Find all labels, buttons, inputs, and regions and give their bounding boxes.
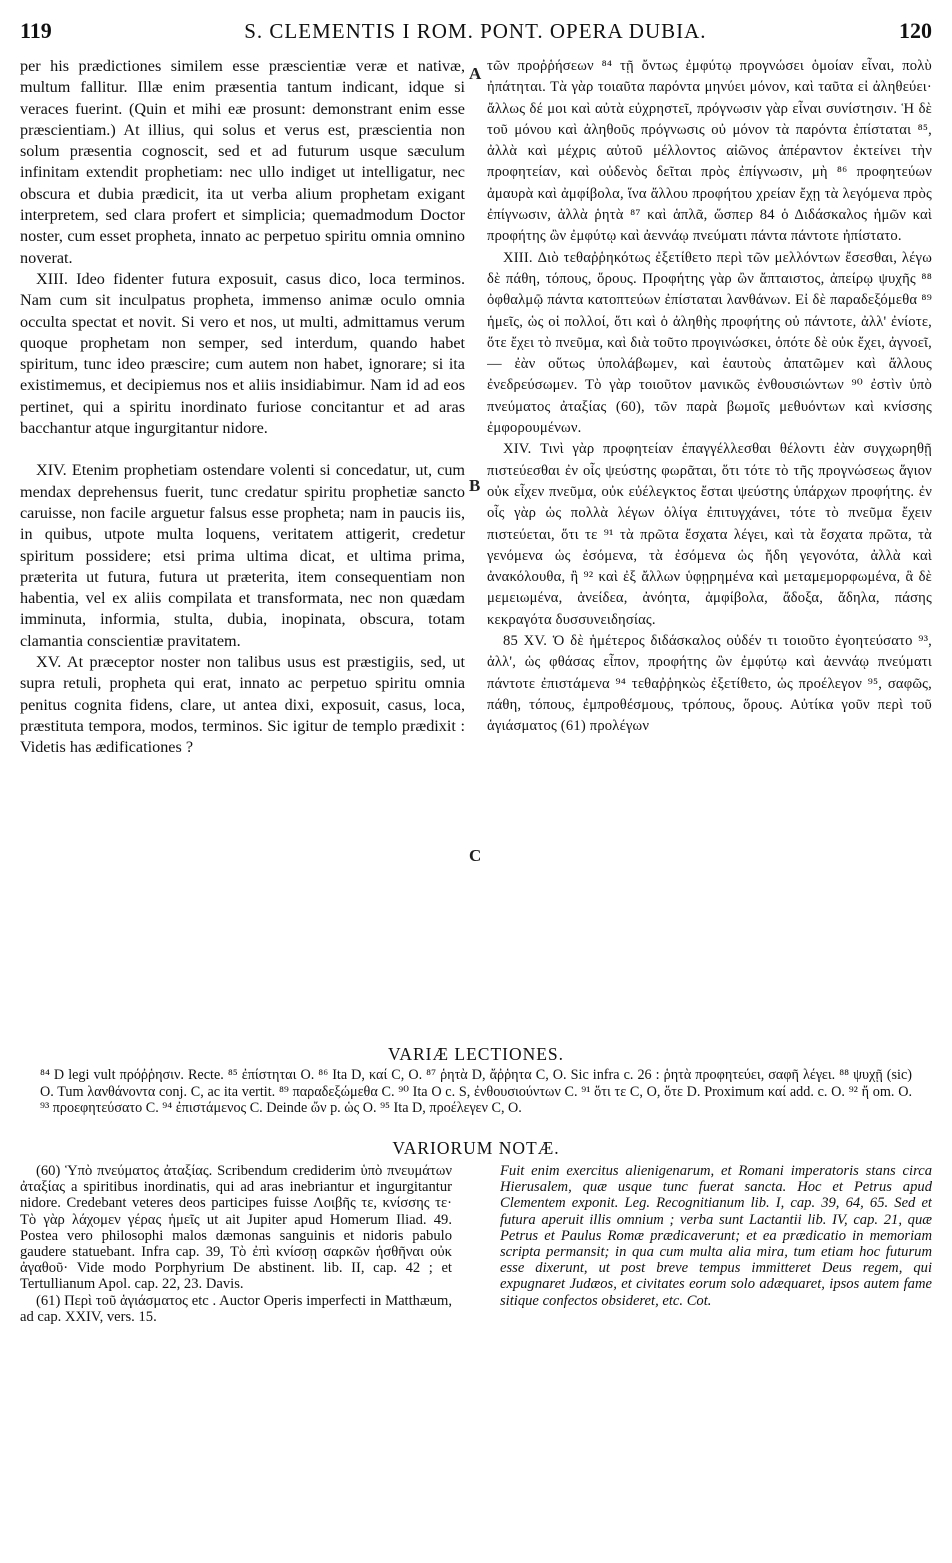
note-61-continued: Fuit enim exercitus alienigenarum, et Romani imperatoris stans circa Hierusalem, quæ usque tunc fuerat sancta. Hoc et Petrus apud Clementem exponit. Leg. Recognitianum lib. I, cap. 39, 64, 65. Sed et futura aperuit illis omnium ; verba sunt Lactantii lib. IV, cap. 21, quæ Petrus et Paulus Romæ prædicaverunt; et ea prædicatio in memoriam scripta permansit; in qua cum multa alia mira, tum etiam hoc futurum esse dixerunt, ut post breve tempus immitteret Deus regem, qui expugnaret Judæos, et civitates eorum solo adæquaret, ipsos autem fame sitique confectos obsideret, etc. Cot. bbox=[500, 1163, 932, 1309]
variorum-notae bbox=[20, 1163, 932, 1523]
margin-marker-a: A bbox=[469, 64, 482, 83]
latin-paragraph-1: per his prædictiones similem esse præscientiæ veræ et nativæ, multum fallitur. Illæ enim præsentia tantum indicant, idque si veraces fuerint. (Quin et mihi eæ prosunt: demonstrant enim esse præscientiam.) At illius, qui solus et verus est, præscientia non solum præsentia cognoscit, sed et ad futurum usque sæculum infinitam extendit prophetiam: nec ullo indiget ut intelligatur, nec obscura et dubia prædicit, ita ut verba alium prophetam exigant interpretem, sed clara profert et simplicia; quemadmodum Doctor noster, cum esset propheta, innato ac perpetuo spiritu omnia omnino noverat. bbox=[20, 57, 465, 267]
variae-lectiones-text: ⁸⁴ D legi vult πρόῤῥησιν. Recte. ⁸⁵ ἐπίστηται O. ⁸⁶ Ita D, καί C, O. ⁸⁷ ῥητὰ D, ἄῤῥητα C, O. Sic infra c. 26 : ῥητὰ προφητεύει, σαφῆ λέγει. ⁸⁸ ψυχῇ (sic) O. Tum λανθάνοντα conj. C, ac ita vertit. ⁸⁹ παραδεξώμεθα C. ⁹⁰ Ita O c. S, ἐνθουσιούντων C. ⁹¹ ὅτι τε C, O, ὅτε D. Proximum καί add. c. O. ⁹² ἤ om. O. ⁹³ προεφητεύσατο C. ⁹⁴ ἐπιστάμενος C. Deinde ὤν p. ὡς O. ⁹⁵ Ita D, προέλεγεν C, O. bbox=[40, 1067, 912, 1116]
greek-paragraph-1: τῶν προῤῥήσεων ⁸⁴ τῇ ὄντως ἐμφύτῳ προγνώσει ὁμοίαν εἶναι, πολὺ ἠπάτηται. Τὰ γὰρ τοιαῦτα παρόντα μηνύει μόνον, καὶ ταῦτα εἰ ἀληθεύει· ἄλλως δέ μοι καὶ αὐτὰ εὐχρηστεῖ, πρόγνωσιν γὰρ εἶναι συνίστησιν. Ἡ δὲ τοῦ μόνου καὶ ἀληθοῦς πρόγνωσις οὐ μόνον τὰ παρόντα ἐπίσταται ⁸⁵, ἀλλὰ καὶ μέχρις αὐτοῦ μέλλοντος αἰῶνος ἀπέραντον ἐκτείνει τὴν προφητείαν, καὶ οὐδενὸς δεῖται πρὸς ἐπίγνωσιν, μὴ ⁸⁶ προφητεύων ἀμαυρὰ καὶ ἀμφίβολα, ἵνα ἄλλου προφήτου χρείαν ἔχῃ τὰ λεγόμενα πρὸς ἐπίγνωσιν, ἀλλὰ ῥητὰ ⁸⁷ καὶ ἁπλᾶ, ὥσπερ 84 ὁ Διδάσκαλος ἡμῶν καὶ προφήτης ὢν ἐμφύτῳ καὶ ἀεννάῳ πνεύματι πάντα πάντοτε ἠπίστατο. bbox=[487, 58, 932, 245]
margin-marker-b: B bbox=[469, 476, 481, 495]
variorum-notae-title: VARIORUM NOTÆ. bbox=[392, 1138, 560, 1158]
notes-left-column bbox=[20, 1163, 452, 1523]
page-number-right: 120 bbox=[898, 18, 932, 43]
greek-paragraph-2: XIII. Διὸ τεθαῤῥηκότως ἐξετίθετο περὶ τῶν μελλόντων ἔσεσθαι, λέγω δὲ πάθη, τόπους, ὅρους. Προφήτης γὰρ ὢν ἄπταιστος, ἀπείρῳ ψυχῆς ⁸⁸ ὀφθαλμῷ πάντα κατοπτεύων ἐπίσταται λανθάνων. Εἰ δὲ παραδεξόμεθα ⁸⁹ ἡμεῖς, ὡς οἱ πολλοί, ὅτι καὶ ὁ ἀληθὴς προφήτης οὐ πάντοτε, ἀλλ' ἐνίοτε, ὅτε ἔχει τὸ πνεῦμα, καὶ διὰ τοῦτο προγινώσκει, ὁπότε δὲ οὐκ ἔχει, ἀγνοεῖ, — ἐὰν οὕτως ὑπολάβωμεν, καὶ ἑαυτοὺς ἀπατῶμεν καὶ ἄλλους ἐνεδρεύσωμεν. Τὸ γὰρ τοιοῦτον μανικῶς ἐνθουσιώντων ⁹⁰ ἐστὶν ὑπὸ πνεύματος ἀταξίας (60), τῶν παρὰ βωμοῖς μεθυόντων καὶ κνίσσης ἐμφορουμένων. bbox=[487, 249, 932, 437]
main-text bbox=[20, 56, 932, 1041]
greek-paragraph-4: 85 XV. Ὁ δὲ ἡμέτερος διδάσκαλος οὐδέν τι τοιοῦτο ἐγοητεύσατο ⁹³, ἀλλ', ὡς φθάσας εἶπον, προφήτης ὢν ἐμφύτῳ καὶ ἀεννάῳ πνεύματι πάντοτε ἐπιστάμενα ⁹⁴ τεθαῤῥηκὼς ἐξετίθετο, ὡς προέλεγον ⁹⁵, σαφῶς, πάθη, τόπους, ἐμπροθέσμους, τρόπους, ὅρους. Αὐτίκα γοῦν περὶ τοῦ ἁγιάσματος (61) προλέγων bbox=[487, 633, 932, 735]
page-number-left: 119 bbox=[20, 18, 52, 43]
latin-column bbox=[20, 56, 465, 1041]
running-title: S. CLEMENTIS I ROM. PONT. OPERA DUBIA. bbox=[244, 19, 707, 43]
note-61: (61) Περὶ τοῦ ἁγιάσματος etc . Auctor Operis imperfecti in Matthæum, ad cap. XXIV, vers. 15. bbox=[20, 1292, 452, 1325]
latin-paragraph-2: XIII. Ideo fidenter futura exposuit, casus dico, loca terminos. Nam cum sit inculpatus propheta, immenso animæ oculo omnia occulta spectat et novit. Si vero et nos, ut multi, admittamus verum quoque prophetam non semper, sed interdum, quando habet spiritum, tunc ideo præscire; cum autem non habet, ignorare; si ita existimemus, et decipiemus nos et aliis insidiabimur. Nam id ad eos pertinet, qui a spiritu inordinato furiose concitantur et ad aras bacchantur atque ingurgitantur nidore. bbox=[20, 269, 465, 438]
greek-paragraph-3: XIV. Τινὶ γὰρ προφητείαν ἐπαγγέλλεσθαι θέλοντι ἐὰν συγχωρηθῇ πιστεύεσθαι ἐν οἷς ψεύστης φωρᾶται, ὅτι τότε τὸ τῆς προγνώσεως ἅγιον οὐκ εἶχεν πνεῦμα, οὐκ εὐέλεγκτος ἔσται ψεύστης ὑπάρχων προφήτης. ἐν οἷς γὰρ ὡς πολλὰ λέγων ὀλίγα ἐπιτυγχάνει, τότε τὸ πνεῦμα ἔχειν πιστεύεται, ὅτι τε ⁹¹ τὰ πρῶτα ἔσχατα λέγει, καὶ τὰ ἔσχατα πρῶτα, τὰ γενόμενα ὡς ἐσόμενα, τὰ ἐσόμενα ὡς ἤδη γεγονότα, ἀλλὰ καὶ ἀνακόλουθα, ἢ ⁹² καὶ ἐξ ἄλλων ὑφῃρημένα καὶ μεταμεμορφωμένα, ἃ δὲ μεμειωμένα, ἀνείδεα, ἀνόητα, ἀμφίβολα, ἄδοξα, ἄδηλα, πάσης κεκραγότα δυσσυνειδησίας. bbox=[487, 441, 932, 628]
variae-lectiones-title: VARIÆ LECTIONES. bbox=[387, 1044, 565, 1064]
notes-right-column bbox=[500, 1163, 932, 1523]
margin-marker-c: C bbox=[469, 846, 482, 865]
note-60: (60) Ὑπὸ πνεύματος ἀταξίας. Scribendum crediderim ὑπὸ πνευμάτων ἀταξίας a spiritibus inordinatis, qui ad aras inebriantur et ingurgitantur nidore. Credebant veteres deos participes fuisse Λοιβῆς τε, κνίσσης τε· Τὸ γὰρ λάχομεν γέρας ἡμεῖς ut ait Jupiter apud Homerum Iliad. 49. Postea vero philosophi malos dæmonas sanguinis et nidoris pabulo gaudere statuebant. Infra cap. 39, Τὸ ἐπὶ κνίσσῃ σαρκῶν ἡσθῆναι οὐκ ἀγαθοῦ· Vide modo Porphyrium De abstinent. lib. II, cap. 42 ; et Tertullianum Apol. cap. 22, 23. Davis. bbox=[20, 1163, 452, 1293]
margin-markers bbox=[465, 56, 487, 1041]
variae-lectiones bbox=[20, 1067, 932, 1135]
greek-column bbox=[487, 56, 932, 1041]
latin-paragraph-4: XV. At præceptor noster non talibus usus est præstigiis, sed, ut supra retuli, propheta qui erat, innato ac perpetuo spiritu omnia penitus cognita fidens, clare, ut antea dixi, exposuit, casus, loca, præstituta tempora, modos, terminos. Sic igitur de templo prædixit : Videtis has ædificationes ? bbox=[20, 653, 465, 757]
latin-paragraph-3: XIV. Etenim prophetiam ostendare volenti si concedatur, ut, cum mendax deprehensus fuerit, tunc credatur spiritu prophetiæ sancto caruisse, non facile arguetur falsus esse propheta; nam in paucis iis, in quibus, utpote multa loquens, veritatem attigerit, credetur spiritum possidere; etsi prima ultima dicat, et ultima prima, præterita ut futura, futura ut præterita, item consequentiam non habentia, vel ex aliis compilata et transformata, nec non quædam imminuta, informia, stulta, dubia, inopinata, obscura, totam clamantia conscientiæ pravitatem. bbox=[20, 461, 465, 650]
page-header bbox=[20, 18, 932, 48]
